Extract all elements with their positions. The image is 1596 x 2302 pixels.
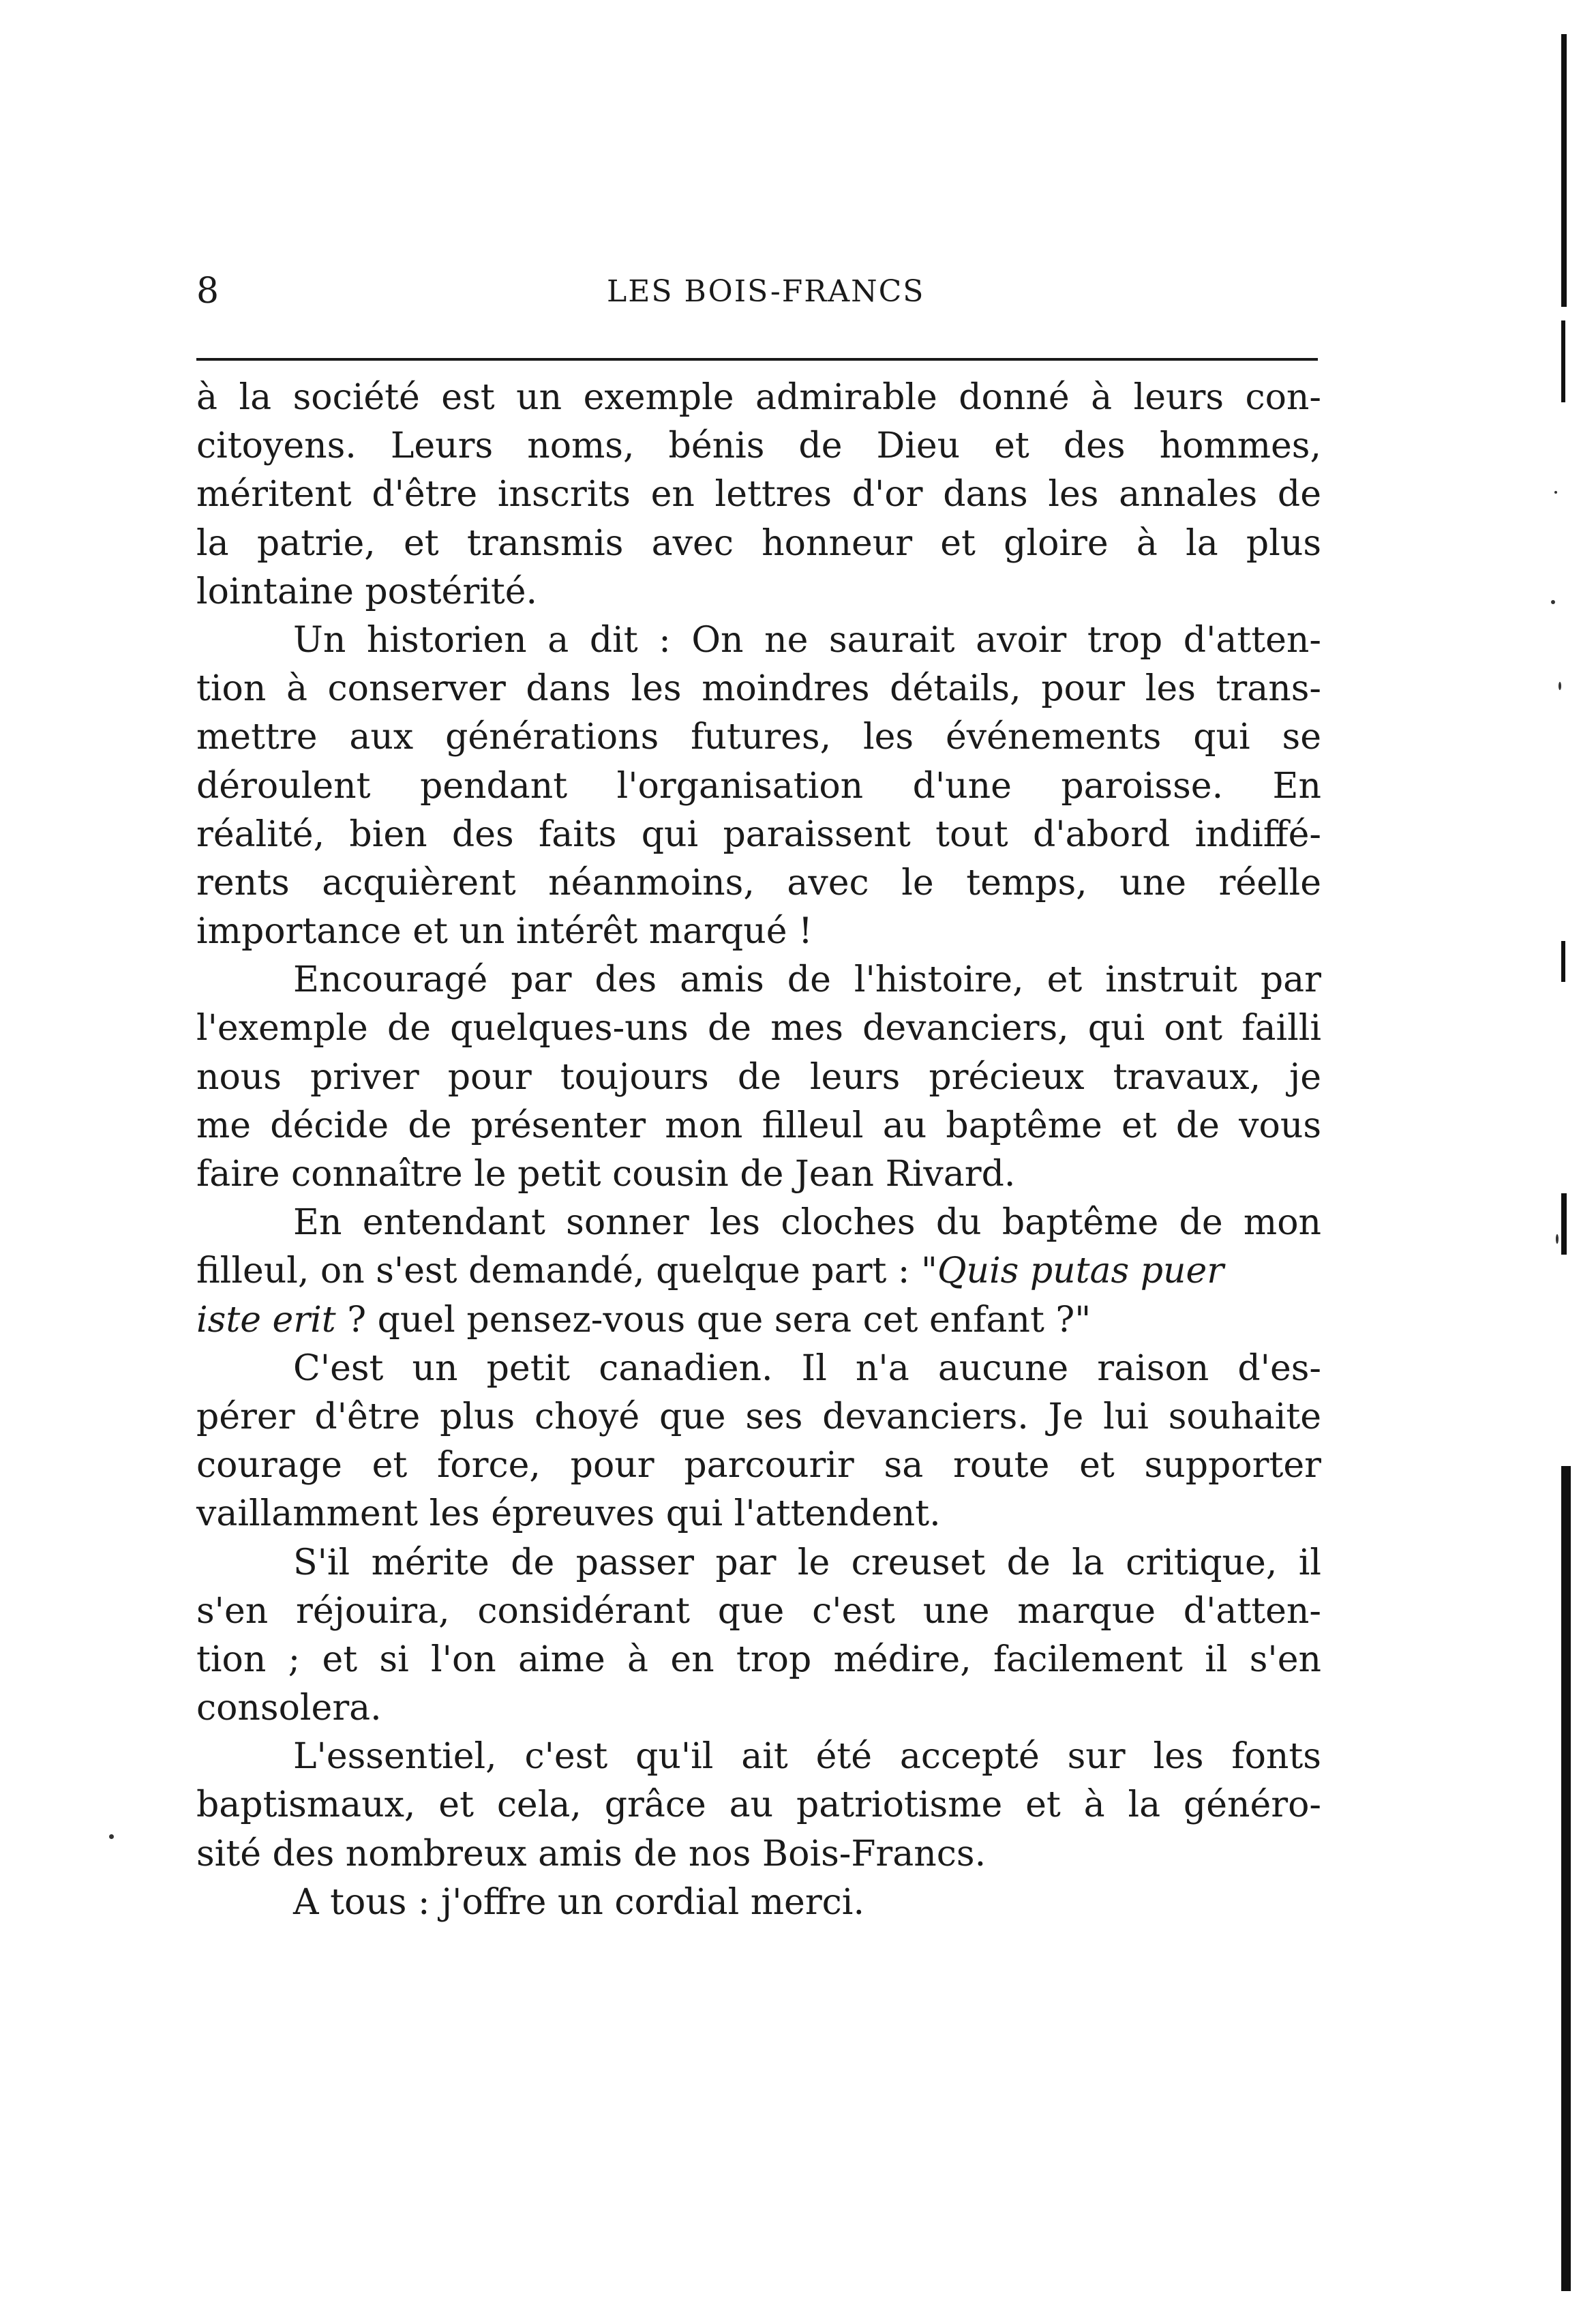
text-line: C'est un petit canadien. Il n'a aucune raison d'es- [293, 1347, 1321, 1389]
text-line: courage et force, pour parcourir sa route et supporter [196, 1445, 1321, 1486]
text-line: S'il mérite de passer par le creuset de la critique, il [293, 1542, 1321, 1583]
text-segment: filleul, on s'est demandé, quelque part : " [196, 1251, 937, 1292]
text-line: lointaine postérité. [196, 571, 538, 612]
text-line: consolera. [196, 1688, 382, 1729]
text-line: mettre aux générations futures, les événements qui se [196, 717, 1321, 758]
text-segment: ? quel pensez-vous que sera cet enfant ?" [335, 1299, 1091, 1341]
text-line: Encouragé par des amis de l'histoire, et instruit par [293, 959, 1321, 1001]
text-line: sité des nombreux amis de nos Bois-Francs. [196, 1833, 987, 1874]
text-line: la patrie, et transmis avec honneur et gloire à la plus [196, 522, 1321, 564]
text-line: à la société est un exemple admirable donné à leurs con- [196, 377, 1321, 418]
text-line: nous priver pour toujours de leurs précieux travaux, je [196, 1056, 1321, 1098]
text-line: L'essentiel, c'est qu'il ait été accepté sur les fonts [293, 1736, 1321, 1778]
text-line: vaillamment les épreuves qui l'attendent. [196, 1493, 941, 1535]
latin-quote: iste erit [196, 1299, 336, 1341]
running-title: LES BOIS-FRANCS [607, 274, 925, 309]
text-line: tion à conserver dans les moindres détails, pour les trans- [196, 668, 1321, 710]
text-line: rents acquièrent néanmoins, avec le temps, une réelle [196, 862, 1321, 903]
latin-quote: Quis putas puer [937, 1251, 1224, 1292]
text-line: pérer d'être plus choyé que ses devanciers. Je lui souhaite [196, 1396, 1321, 1437]
text-line: faire connaître le petit cousin de Jean Rivard. [196, 1154, 1016, 1195]
page-number: 8 [196, 271, 220, 312]
text-line: réalité, bien des faits qui paraissent tout d'abord indiffé- [196, 813, 1321, 855]
text-line: Un historien a dit : On ne saurait avoir trop d'atten- [293, 619, 1321, 661]
text-line: s'en réjouira, considérant que c'est une marque d'atten- [196, 1590, 1321, 1632]
text-line: déroulent pendant l'organisation d'une paroisse. En [196, 765, 1321, 807]
text-line: citoyens. Leurs noms, bénis de Dieu et des hommes, [196, 425, 1321, 467]
text-line: importance et un intérêt marqué ! [196, 911, 813, 953]
text-line: l'exemple de quelques-uns de mes devanciers, qui ont failli [196, 1008, 1321, 1049]
text-line: En entendant sonner les cloches du baptême de mon [293, 1202, 1321, 1244]
text-line: A tous : j'offre un cordial merci. [293, 1881, 864, 1923]
text-line: tion ; et si l'on aime à en trop médire, facilement il s'en [196, 1639, 1321, 1680]
text-line: méritent d'être inscrits en lettres d'or dans les annales de [196, 474, 1321, 515]
text-line: baptismaux, et cela, grâce au patriotisme et à la généro- [196, 1784, 1321, 1826]
text-line: me décide de présenter mon filleul au baptême et de vous [196, 1105, 1321, 1146]
